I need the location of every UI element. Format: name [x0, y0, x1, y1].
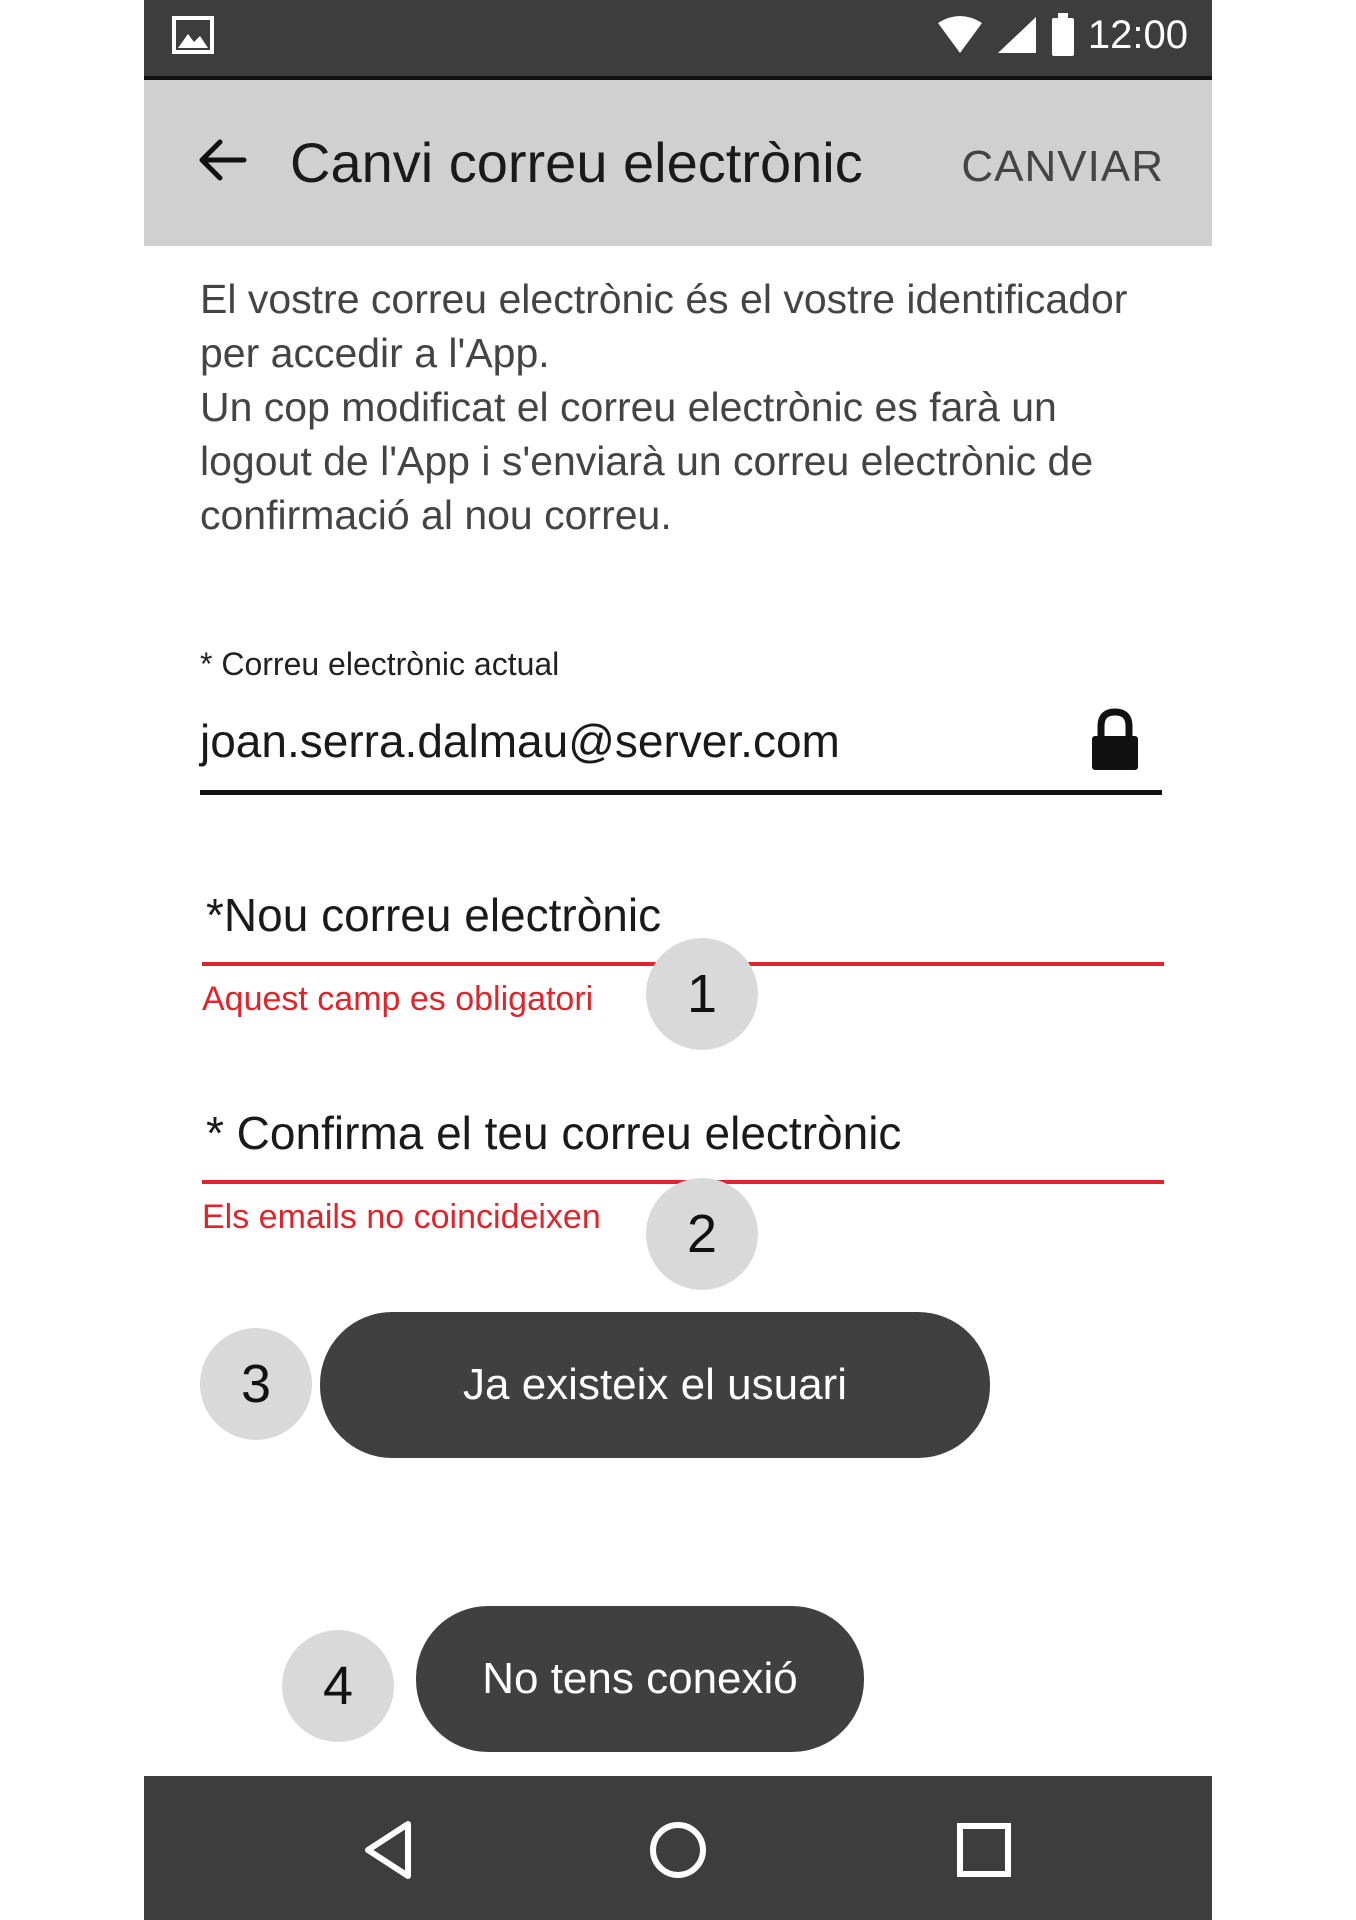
page-title: Canvi correu electrònic	[290, 131, 863, 194]
navigation-bar	[144, 1776, 1212, 1920]
status-icons	[936, 0, 1188, 70]
current-email-field	[200, 700, 1162, 795]
confirm-email-field[interactable]	[202, 1096, 1164, 1184]
image-icon	[172, 16, 214, 54]
current-email-value: joan.serra.dalmau@server.com	[200, 715, 840, 767]
confirm-email-error: Els emails no coincideixen	[202, 1198, 601, 1236]
status-bar	[144, 0, 1212, 80]
nav-recent-icon[interactable]	[952, 1818, 1016, 1882]
annotation-badge-4: 4	[282, 1630, 394, 1742]
toast-no-connection: No tens conexió	[416, 1606, 864, 1752]
intro-text	[200, 272, 1160, 542]
lock-icon	[1088, 708, 1142, 774]
intro-paragraph-2: Un cop modificat el correu electrònic es farà un logout de l'App i s'enviarà un correu electrònic de confirmació al nou correu.	[200, 384, 1094, 538]
app-bar	[144, 80, 1212, 246]
toast-user-exists: Ja existeix el usuari	[320, 1312, 990, 1458]
battery-icon	[1050, 13, 1076, 57]
arrow-left-icon[interactable]	[194, 132, 250, 188]
canviar-button[interactable]: CANVIAR	[961, 142, 1164, 191]
intro-paragraph-1: El vostre correu electrònic és el vostre identificador per accedir a l'App.	[200, 276, 1128, 376]
nav-home-icon[interactable]	[646, 1818, 710, 1882]
new-email-error: Aquest camp es obligatori	[202, 980, 594, 1018]
nav-back-icon[interactable]	[356, 1818, 420, 1882]
annotation-badge-2: 2	[646, 1178, 758, 1290]
confirm-email-placeholder: * Confirma el teu correu electrònic	[206, 1107, 902, 1159]
annotation-badge-3: 3	[200, 1328, 312, 1440]
new-email-placeholder: *Nou correu electrònic	[206, 889, 662, 941]
cell-signal-icon	[996, 15, 1038, 55]
status-time: 12:00	[1087, 12, 1188, 57]
current-email-label: * Correu electrònic actual	[200, 646, 560, 682]
phone-screen	[144, 0, 1212, 1920]
annotation-badge-1: 1	[646, 938, 758, 1050]
wifi-icon	[936, 15, 984, 55]
